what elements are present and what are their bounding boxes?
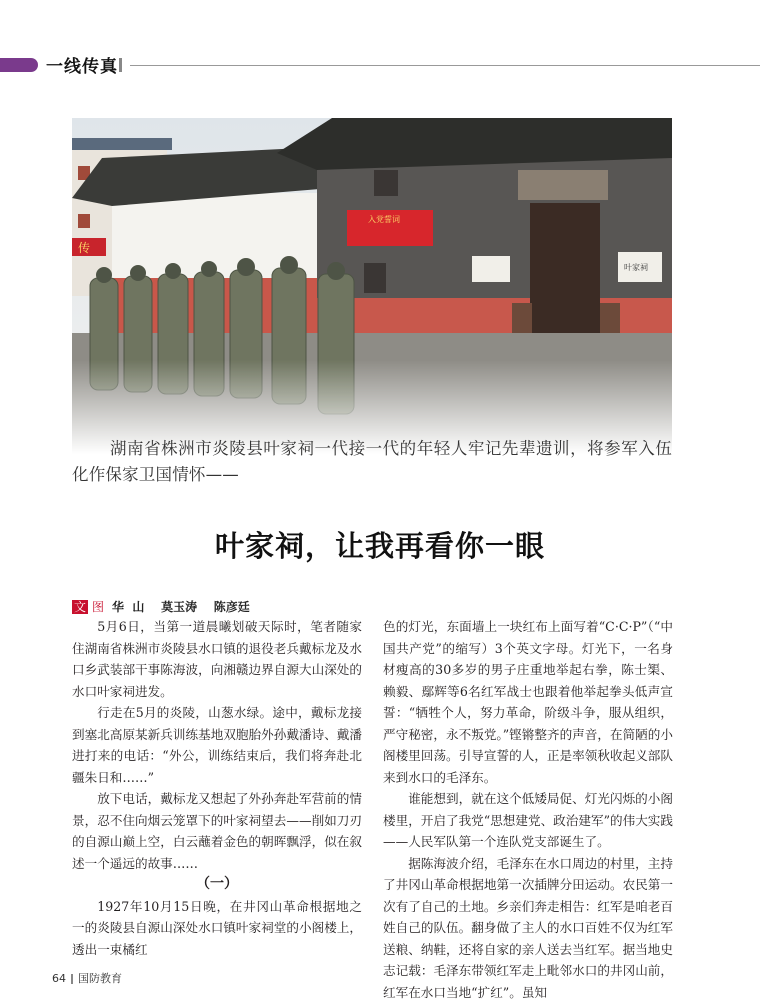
page-number: 64 [52, 972, 66, 985]
section-heading: （一） [196, 876, 238, 892]
paragraph: 据陈海波介绍，毛泽东在水口周边的村里，主持了井冈山革命根据地第一次插牌分田运动。农民第一次有了自己的土地。乡亲们奔走相告：红军是咱老百姓自己的队伍。翻身做了主人的水口百姓不仅为红军送粮、纳鞋，还将自家的亲人送去当红军。据当地史志记载：毛泽东带领红军走上毗邻水口的井冈山前，红军在水口当地“扩红”。虽知 [383, 855, 673, 1000]
paragraph: 谁能想到，就在这个低矮局促、灯光闪烁的小阁楼里，开启了我党“思想建党、政治建军”的伟大实践——人民军队第一个连队党支部诞生了。 [383, 791, 673, 849]
byline-photo-tag: 图 [92, 600, 105, 614]
byline [72, 598, 250, 615]
article-photo [72, 118, 672, 454]
section-divider-bar [119, 58, 122, 72]
section-tab-marker [0, 58, 38, 72]
page-footer [52, 970, 122, 986]
article-column-right [383, 616, 673, 1003]
header-rule [130, 65, 760, 66]
article-title: 叶家祠，让我再看你一眼 [214, 529, 545, 563]
byline-text-tag: 文 [74, 600, 87, 614]
photo-caption: 湖南省株洲市炎陵县叶家祠一代接一代的年轻人牢记先辈遗训，将参军入伍化作保家卫国情怀—— [72, 439, 672, 484]
footer-divider [71, 974, 73, 984]
paragraph: 行走在5月的炎陵，山葱水绿。途中，戴标龙接到塞北高原某新兵训练基地双胞胎外孙戴潘诗、戴潘进打来的电话：“外公，训练结束后，我们将奔赴北疆朱日和……” [72, 705, 362, 785]
byline-authors: 华 山 莫玉涛 陈彦廷 [112, 600, 250, 614]
paragraph: 放下电话，戴标龙又想起了外孙奔赴军营前的情景，忍不住向烟云笼罩下的叶家祠望去——削如刀刃的自源山巅上空，白云蘸着金色的朝晖飘浮，似在叙述一个遥远的故事…… [72, 791, 362, 871]
section-label: 一线传真 [46, 57, 118, 77]
paragraph: 色的灯光，东面墙上一块红布上面写着“C·C·P”（“中国共产党”的缩写）3个英文字母。灯光下，一名身材瘦高的30多岁的男子庄重地举起右拳，陈士榘、赖毅、鄢辉等6名红军战士也跟着他举起拳头低声宣誓：“牺牲个人，努力革命，阶级斗争，服从组织，严守秘密，永不叛党。”铿锵整齐的声音，在简陋的小阁楼里回荡。引导宣誓的人，正是率领秋收起义部队来到水口的毛泽东。 [383, 619, 673, 785]
paragraph: 1927年10月15日晚，在井冈山革命根据地之一的炎陵县自源山深处水口镇叶家祠堂的小阁楼上，透出一束橘红 [72, 898, 362, 957]
magazine-name: 国防教育 [78, 972, 122, 985]
paragraph: 5月6日，当第一道晨曦划破天际时，笔者随家住湖南省株洲市炎陵县水口镇的退役老兵戴标龙及水口乡武装部干事陈海波，向湘赣边界自源大山深处的水口叶家祠进发。 [72, 619, 362, 699]
article-column-left [72, 616, 362, 960]
